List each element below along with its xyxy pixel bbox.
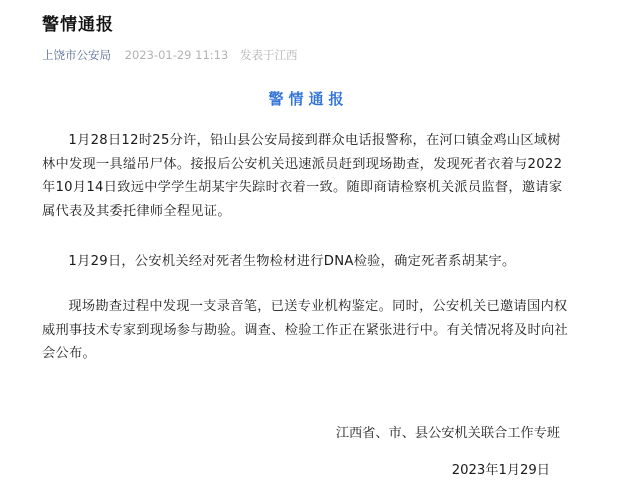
paragraph-1: 1月28日12时25分许，铅山县公安局接到群众电话报警称，在河口镇金鸡山区域树林中发现一具缢吊尸体。接报后公安机关迅速派员赶到现场勘查，发现死者衣着与2022年10月14日致远中学学生胡某宇失踪时衣着一致。随即商请检察机关派员监督，邀请家属代表及其委托律师全程见证。 <box>42 133 563 219</box>
publish-time: 2023-01-29 11:13 <box>124 48 229 62</box>
account-name-link[interactable]: 上饶市公安局 <box>42 48 111 62</box>
issuer-signature: 江西省、市、县公安机关联合工作专班 <box>335 426 560 441</box>
article-title: 警情通报 <box>42 15 114 35</box>
publish-location: 发表于江西 <box>239 48 298 62</box>
paragraph-3: 现场勘查过程中发现一支录音笔，已送专业机构鉴定。同时，公安机关已邀请国内权威刑事技术专家到现场参与勘验。调查、检验工作正在紧张进行中。有关情况将及时向社会公布。 <box>42 299 569 361</box>
notice-headline: 警情通报 <box>268 90 349 108</box>
article-meta <box>42 47 297 63</box>
issue-date: 2023年1月29日 <box>451 463 550 478</box>
paragraph-2: 1月29日，公安机关经对死者生物检材进行DNA检验，确定死者系胡某宇。 <box>68 254 516 269</box>
